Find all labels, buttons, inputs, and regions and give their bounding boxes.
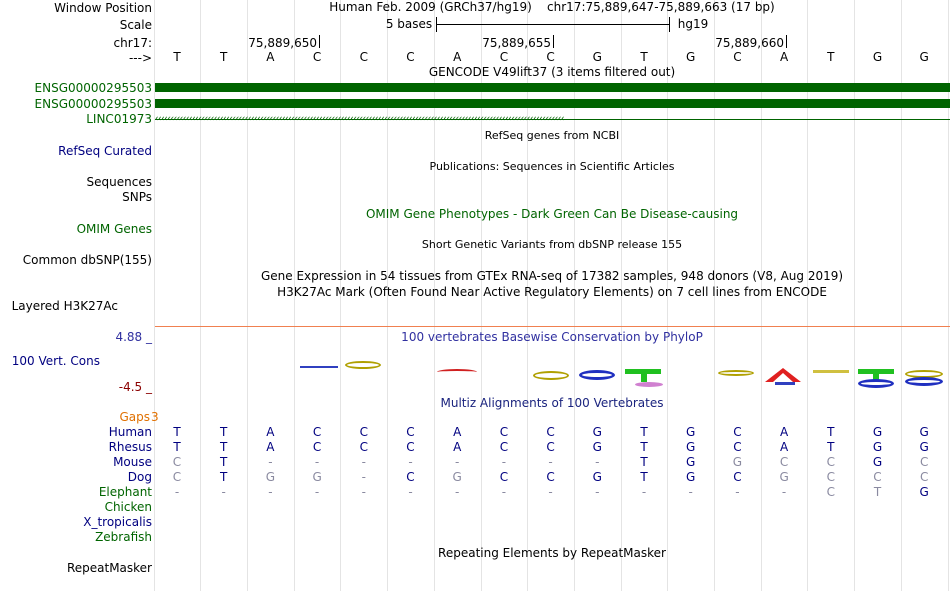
coordinate-tick-label: 75,889,655 <box>482 36 551 50</box>
omim-track-title: OMIM Gene Phenotypes - Dark Green Can Be Disease-causing <box>365 207 739 221</box>
alignment-base: C <box>312 425 322 439</box>
repeatmasker-track-title: Repeating Elements by RepeatMasker <box>438 546 666 560</box>
logo-small-bar <box>775 382 795 385</box>
sequence-base: C <box>546 50 555 64</box>
h3k27ac-baseline <box>155 326 950 327</box>
alignment-base: - <box>408 485 413 499</box>
phylop-ymin: -4.5 _ <box>118 380 152 394</box>
alignment-base: G <box>686 440 696 454</box>
alignment-base: G <box>872 455 883 469</box>
gene-label-linc01973[interactable]: LINC01973 <box>86 112 152 126</box>
alignment-base: G <box>686 455 696 469</box>
track-label-panel <box>0 0 154 591</box>
alignment-base: G <box>919 425 929 439</box>
track-label-h3k27ac[interactable]: Layered H3K27Ac <box>11 299 118 313</box>
strand-arrow-label: ---> <box>128 51 152 65</box>
sequence-base: C <box>312 50 322 64</box>
alignment-base: G <box>732 455 743 469</box>
logo-t-stem <box>641 374 647 382</box>
h3k27ac-track-title: H3K27Ac Mark (Often Found Near Active Regulatory Elements) on 7 cell lines from ENCODE <box>277 285 827 299</box>
alignment-base: T <box>220 470 228 484</box>
sequence-base: C <box>359 50 368 64</box>
alignment-base: - <box>781 485 787 499</box>
alignment-base: - <box>688 485 693 499</box>
alignment-base: T <box>220 440 228 454</box>
alignment-base: - <box>361 455 366 469</box>
assembly-position-title: Human Feb. 2009 (GRCh37/hg19) chr17:75,889,647-75,889,663 (17 bp) <box>329 0 775 14</box>
coordinate-tick-label: 75,889,650 <box>248 36 317 50</box>
alignment-base: C <box>499 440 509 454</box>
alignment-base: T <box>640 470 648 484</box>
logo-a-glyph <box>437 369 477 375</box>
scale-bar-right-tick <box>669 17 670 32</box>
sequence-base: G <box>686 50 696 64</box>
logo-c-glyph-4 <box>813 370 849 373</box>
alignment-base: A <box>453 425 462 439</box>
alignment-base: C <box>733 440 742 454</box>
scale-bar-line <box>436 24 669 25</box>
phylop-track-title: 100 vertebrates Basewise Conservation by PhyloP <box>401 330 703 344</box>
alignment-base: A <box>266 440 275 454</box>
logo-a-glyph-2 <box>765 368 801 382</box>
publications-track-title: Publications: Sequences in Scientific Articles <box>429 160 675 173</box>
alignment-base: - <box>595 455 600 469</box>
alignment-base: - <box>735 485 740 499</box>
refseq-track-title: RefSeq genes from NCBI <box>484 129 620 142</box>
alignment-base: C <box>546 470 555 484</box>
alignment-base: G <box>872 440 883 454</box>
track-label-omim[interactable]: OMIM Genes <box>76 222 152 236</box>
alignment-base: T <box>827 425 835 439</box>
alignment-base: C <box>406 470 415 484</box>
sequence-base: T <box>827 50 835 64</box>
alignment-base: T <box>220 455 228 469</box>
coordinate-tick-label: 75,889,660 <box>715 36 784 50</box>
species-label[interactable]: Human <box>108 425 152 439</box>
gaps-value: 3 <box>151 410 159 424</box>
gene-label-ensg-2[interactable]: ENSG00000295503 <box>34 97 152 111</box>
alignment-base: - <box>361 485 366 499</box>
alignment-base: T <box>827 440 835 454</box>
species-label[interactable]: Chicken <box>104 500 152 514</box>
alignment-base: - <box>455 455 460 469</box>
track-label-repeatmasker[interactable]: RepeatMasker <box>66 561 152 575</box>
species-label[interactable]: Mouse <box>113 455 152 469</box>
track-label-snps[interactable]: SNPs <box>122 190 152 204</box>
gencode-track-title: GENCODE V49lift37 (3 items filtered out) <box>428 65 676 79</box>
alignment-base: C <box>546 440 555 454</box>
gene-label-ensg-1[interactable]: ENSG00000295503 <box>34 81 152 95</box>
track-label-dbsnp[interactable]: Common dbSNP(155) <box>22 253 152 267</box>
alignment-base: - <box>501 485 507 499</box>
sequence-base: A <box>779 50 789 64</box>
alignment-base: A <box>266 425 275 439</box>
alignment-base: C <box>359 425 368 439</box>
alignment-base: A <box>453 440 462 454</box>
alignment-base: - <box>314 485 320 499</box>
species-label[interactable]: Rhesus <box>108 440 152 454</box>
species-label[interactable]: Elephant <box>98 485 152 499</box>
alignment-base: - <box>408 455 413 469</box>
scale-label: Scale <box>119 18 152 32</box>
coordinate-tick-mark <box>786 35 787 48</box>
alignment-base: - <box>548 485 553 499</box>
coordinate-tick-mark <box>319 35 320 48</box>
sequence-base: T <box>220 50 228 64</box>
alignment-base: C <box>499 470 509 484</box>
alignment-base: - <box>641 485 647 499</box>
alignment-base: T <box>220 425 228 439</box>
gene-feature-ensg-2[interactable] <box>155 99 950 108</box>
logo-small-glyph <box>635 382 663 387</box>
alignment-base: C <box>826 455 835 469</box>
window-position-label: Window Position <box>54 1 152 15</box>
sequence-base: T <box>640 50 648 64</box>
track-label-refseq[interactable]: RefSeq Curated <box>58 144 152 158</box>
gtex-track-title: Gene Expression in 54 tissues from GTEx RNA-seq of 17382 samples, 948 donors (V8, Aug 2019) <box>260 269 844 283</box>
track-label-gaps[interactable]: Gaps <box>119 410 150 424</box>
logo-c-glyph-2 <box>533 371 569 380</box>
gene-feature-linc01973[interactable] <box>155 115 950 124</box>
alignment-base: C <box>873 470 882 484</box>
alignment-base: - <box>268 455 273 469</box>
alignment-base: C <box>406 425 415 439</box>
scale-bar-text: 5 bases <box>385 17 433 31</box>
alignment-base: G <box>872 425 883 439</box>
coordinate-tick-mark <box>553 35 554 48</box>
scale-bar-left-tick <box>436 17 437 32</box>
alignment-base: G <box>919 440 929 454</box>
alignment-base: C <box>826 470 835 484</box>
alignment-base: C <box>919 470 929 484</box>
alignment-base: C <box>312 440 322 454</box>
logo-g-glyph-3 <box>905 377 943 386</box>
species-label[interactable]: Dog <box>127 470 152 484</box>
alignment-base: T <box>173 425 181 439</box>
alignment-base: G <box>592 425 602 439</box>
chrom-label: chr17: <box>113 36 152 50</box>
alignment-base: C <box>779 455 789 469</box>
alignment-base: - <box>595 485 600 499</box>
track-label-sequences[interactable]: Sequences <box>86 175 152 189</box>
sequence-base: G <box>919 50 929 64</box>
logo-g-glyph-2 <box>858 379 894 388</box>
strand-arrow-glyphs: ‹‹‹‹‹‹‹‹‹‹‹‹‹‹‹‹‹‹‹‹‹‹‹‹‹‹‹‹‹‹‹‹‹‹‹‹‹‹‹‹‹‹‹‹‹‹‹‹‹‹‹‹‹‹‹‹‹‹‹‹‹‹‹‹‹‹‹‹‹‹‹‹‹‹‹‹‹‹‹‹‹‹‹‹‹‹‹‹‹‹‹‹‹‹‹‹‹‹‹‹‹‹‹‹‹‹‹‹‹‹‹‹‹‹‹‹‹‹‹‹‹‹‹‹‹‹‹‹‹‹‹‹ <box>155 114 565 124</box>
alignment-base: - <box>268 485 273 499</box>
alignment-base: G <box>592 470 602 484</box>
sequence-base: T <box>173 50 181 64</box>
alignment-base: C <box>172 455 182 469</box>
alignment-base: C <box>733 470 742 484</box>
alignment-base: T <box>173 440 181 454</box>
species-label[interactable]: X_tropicalis <box>83 515 152 529</box>
alignment-base: G <box>592 440 602 454</box>
alignment-base: - <box>455 485 460 499</box>
alignment-base: T <box>640 440 648 454</box>
sequence-base: C <box>733 50 742 64</box>
logo-t-bar <box>300 366 338 368</box>
alignment-base: C <box>406 440 415 454</box>
alignment-base: - <box>221 485 226 499</box>
alignment-base: G <box>919 485 929 499</box>
sequence-base: C <box>499 50 509 64</box>
logo-g-glyph <box>579 370 615 380</box>
alignment-base: C <box>359 440 368 454</box>
alignment-base: A <box>779 425 789 439</box>
alignment-base: T <box>873 485 882 499</box>
alignment-base: T <box>640 455 648 469</box>
multiz-track-title: Multiz Alignments of 100 Vertebrates <box>440 396 664 410</box>
track-display[interactable] <box>151 0 950 591</box>
alignment-base: G <box>312 470 322 484</box>
alignment-base: C <box>499 425 509 439</box>
alignment-base: - <box>174 485 180 499</box>
logo-c-glyph-3 <box>718 370 754 376</box>
alignment-base: C <box>546 425 555 439</box>
sequence-base: G <box>872 50 883 64</box>
alignment-base: - <box>361 470 366 484</box>
sequence-base: C <box>406 50 415 64</box>
species-label[interactable]: Zebrafish <box>95 530 152 544</box>
scale-db-label: hg19 <box>677 17 709 31</box>
sequence-base: A <box>453 50 462 64</box>
gene-feature-ensg-1[interactable] <box>155 83 950 92</box>
alignment-base: G <box>686 425 696 439</box>
alignment-base: T <box>640 425 648 439</box>
sequence-base: G <box>592 50 602 64</box>
alignment-base: A <box>779 440 789 454</box>
alignment-base: - <box>314 455 320 469</box>
alignment-base: C <box>919 455 929 469</box>
sequence-base: A <box>266 50 275 64</box>
alignment-base: G <box>452 470 462 484</box>
track-label-vert-cons[interactable]: 100 Vert. Cons <box>11 354 100 368</box>
phylop-ymax: 4.88 _ <box>115 330 152 344</box>
alignment-base: C <box>172 470 182 484</box>
alignment-base: C <box>826 485 835 499</box>
alignment-base: G <box>686 470 696 484</box>
logo-c-glyph <box>345 361 381 369</box>
alignment-base: G <box>779 470 789 484</box>
alignment-base: G <box>265 470 276 484</box>
dbsnp-track-title: Short Genetic Variants from dbSNP release 155 <box>421 238 683 251</box>
alignment-base: - <box>501 455 507 469</box>
alignment-base: C <box>733 425 742 439</box>
alignment-base: - <box>548 455 553 469</box>
